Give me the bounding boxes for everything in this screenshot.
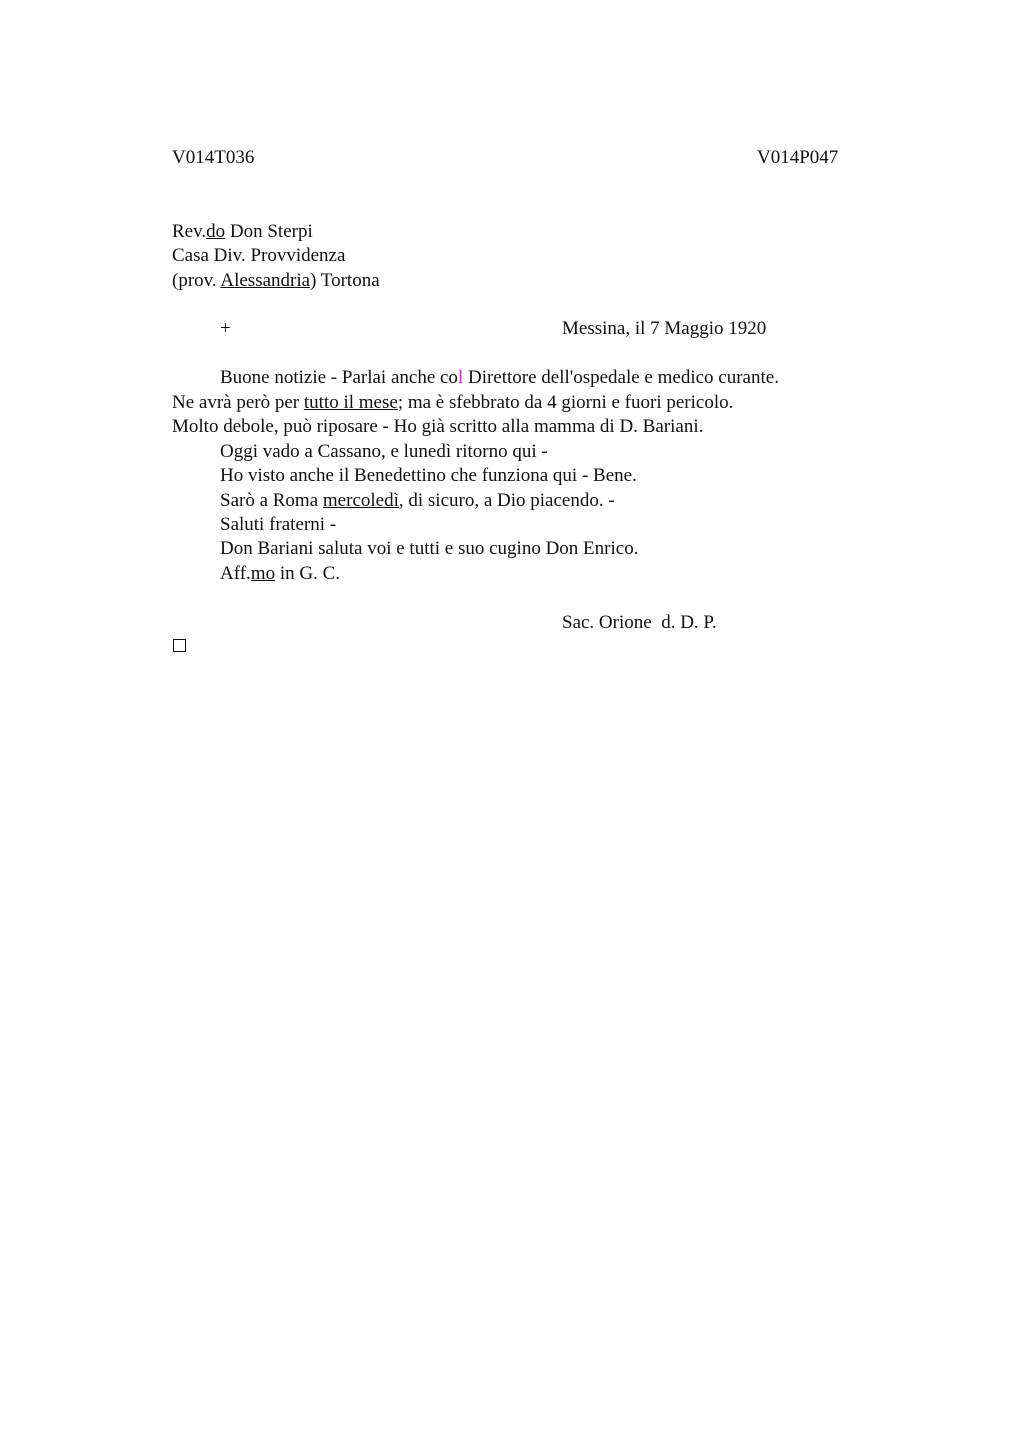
body-line-5: Ho visto anche il Benedettino che funziona qui - Bene. (220, 465, 637, 486)
body-line-4: Oggi vado a Cassano, e lunedì ritorno qui - (220, 441, 548, 462)
body-line-1 (220, 366, 779, 390)
closing-suffix: in G. C. (275, 563, 341, 584)
closing-abbrev: mo (250, 563, 276, 584)
document-code-right: V014P047 (757, 147, 839, 168)
address-line-3 (172, 269, 380, 293)
document-code-left: V014T036 (172, 147, 255, 168)
address-recipient-name: Don Sterpi (225, 221, 313, 242)
body-line-1-highlight: l (457, 367, 464, 388)
address-prov-prefix: (prov. (172, 270, 221, 291)
closing-line (220, 562, 340, 586)
empty-box-icon (173, 639, 186, 652)
body-line-7: Saluti fraterni - (220, 514, 337, 535)
body-line-6 (220, 489, 615, 513)
cross-symbol: + (220, 318, 231, 339)
closing-prefix: Aff. (220, 563, 251, 584)
address-title-abbrev: do (206, 221, 226, 242)
address-province: Alessandria (220, 270, 311, 291)
body-line-1-start: Buone notizie - Parlai anche co (220, 367, 458, 388)
body-line-2 (172, 391, 733, 415)
address-line-2: Casa Div. Provvidenza (172, 245, 346, 266)
body-line-2-start: Ne avrà però per (172, 392, 304, 413)
body-line-6-underlined: mercoledì (322, 490, 399, 511)
body-line-1-end: Direttore dell'ospedale e medico curante. (463, 367, 779, 388)
body-line-2-underlined: tutto il mese (303, 392, 398, 413)
place-date: Messina, il 7 Maggio 1920 (562, 318, 767, 339)
signature: Sac. Orione d. D. P. (562, 612, 717, 633)
body-line-6-end: , di sicuro, a Dio piacendo. - (398, 490, 615, 511)
body-line-8: Don Bariani saluta voi e tutti e suo cugino Don Enrico. (220, 538, 639, 559)
body-line-2-end: ; ma è sfebbrato da 4 giorni e fuori pericolo. (397, 392, 734, 413)
address-title-prefix: Rev. (172, 221, 207, 242)
body-line-6-start: Sarò a Roma (220, 490, 323, 511)
address-city: ) Tortona (310, 270, 380, 291)
body-line-3: Molto debole, può riposare - Ho già scritto alla mamma di D. Bariani. (172, 416, 704, 437)
address-line-1 (172, 220, 313, 244)
